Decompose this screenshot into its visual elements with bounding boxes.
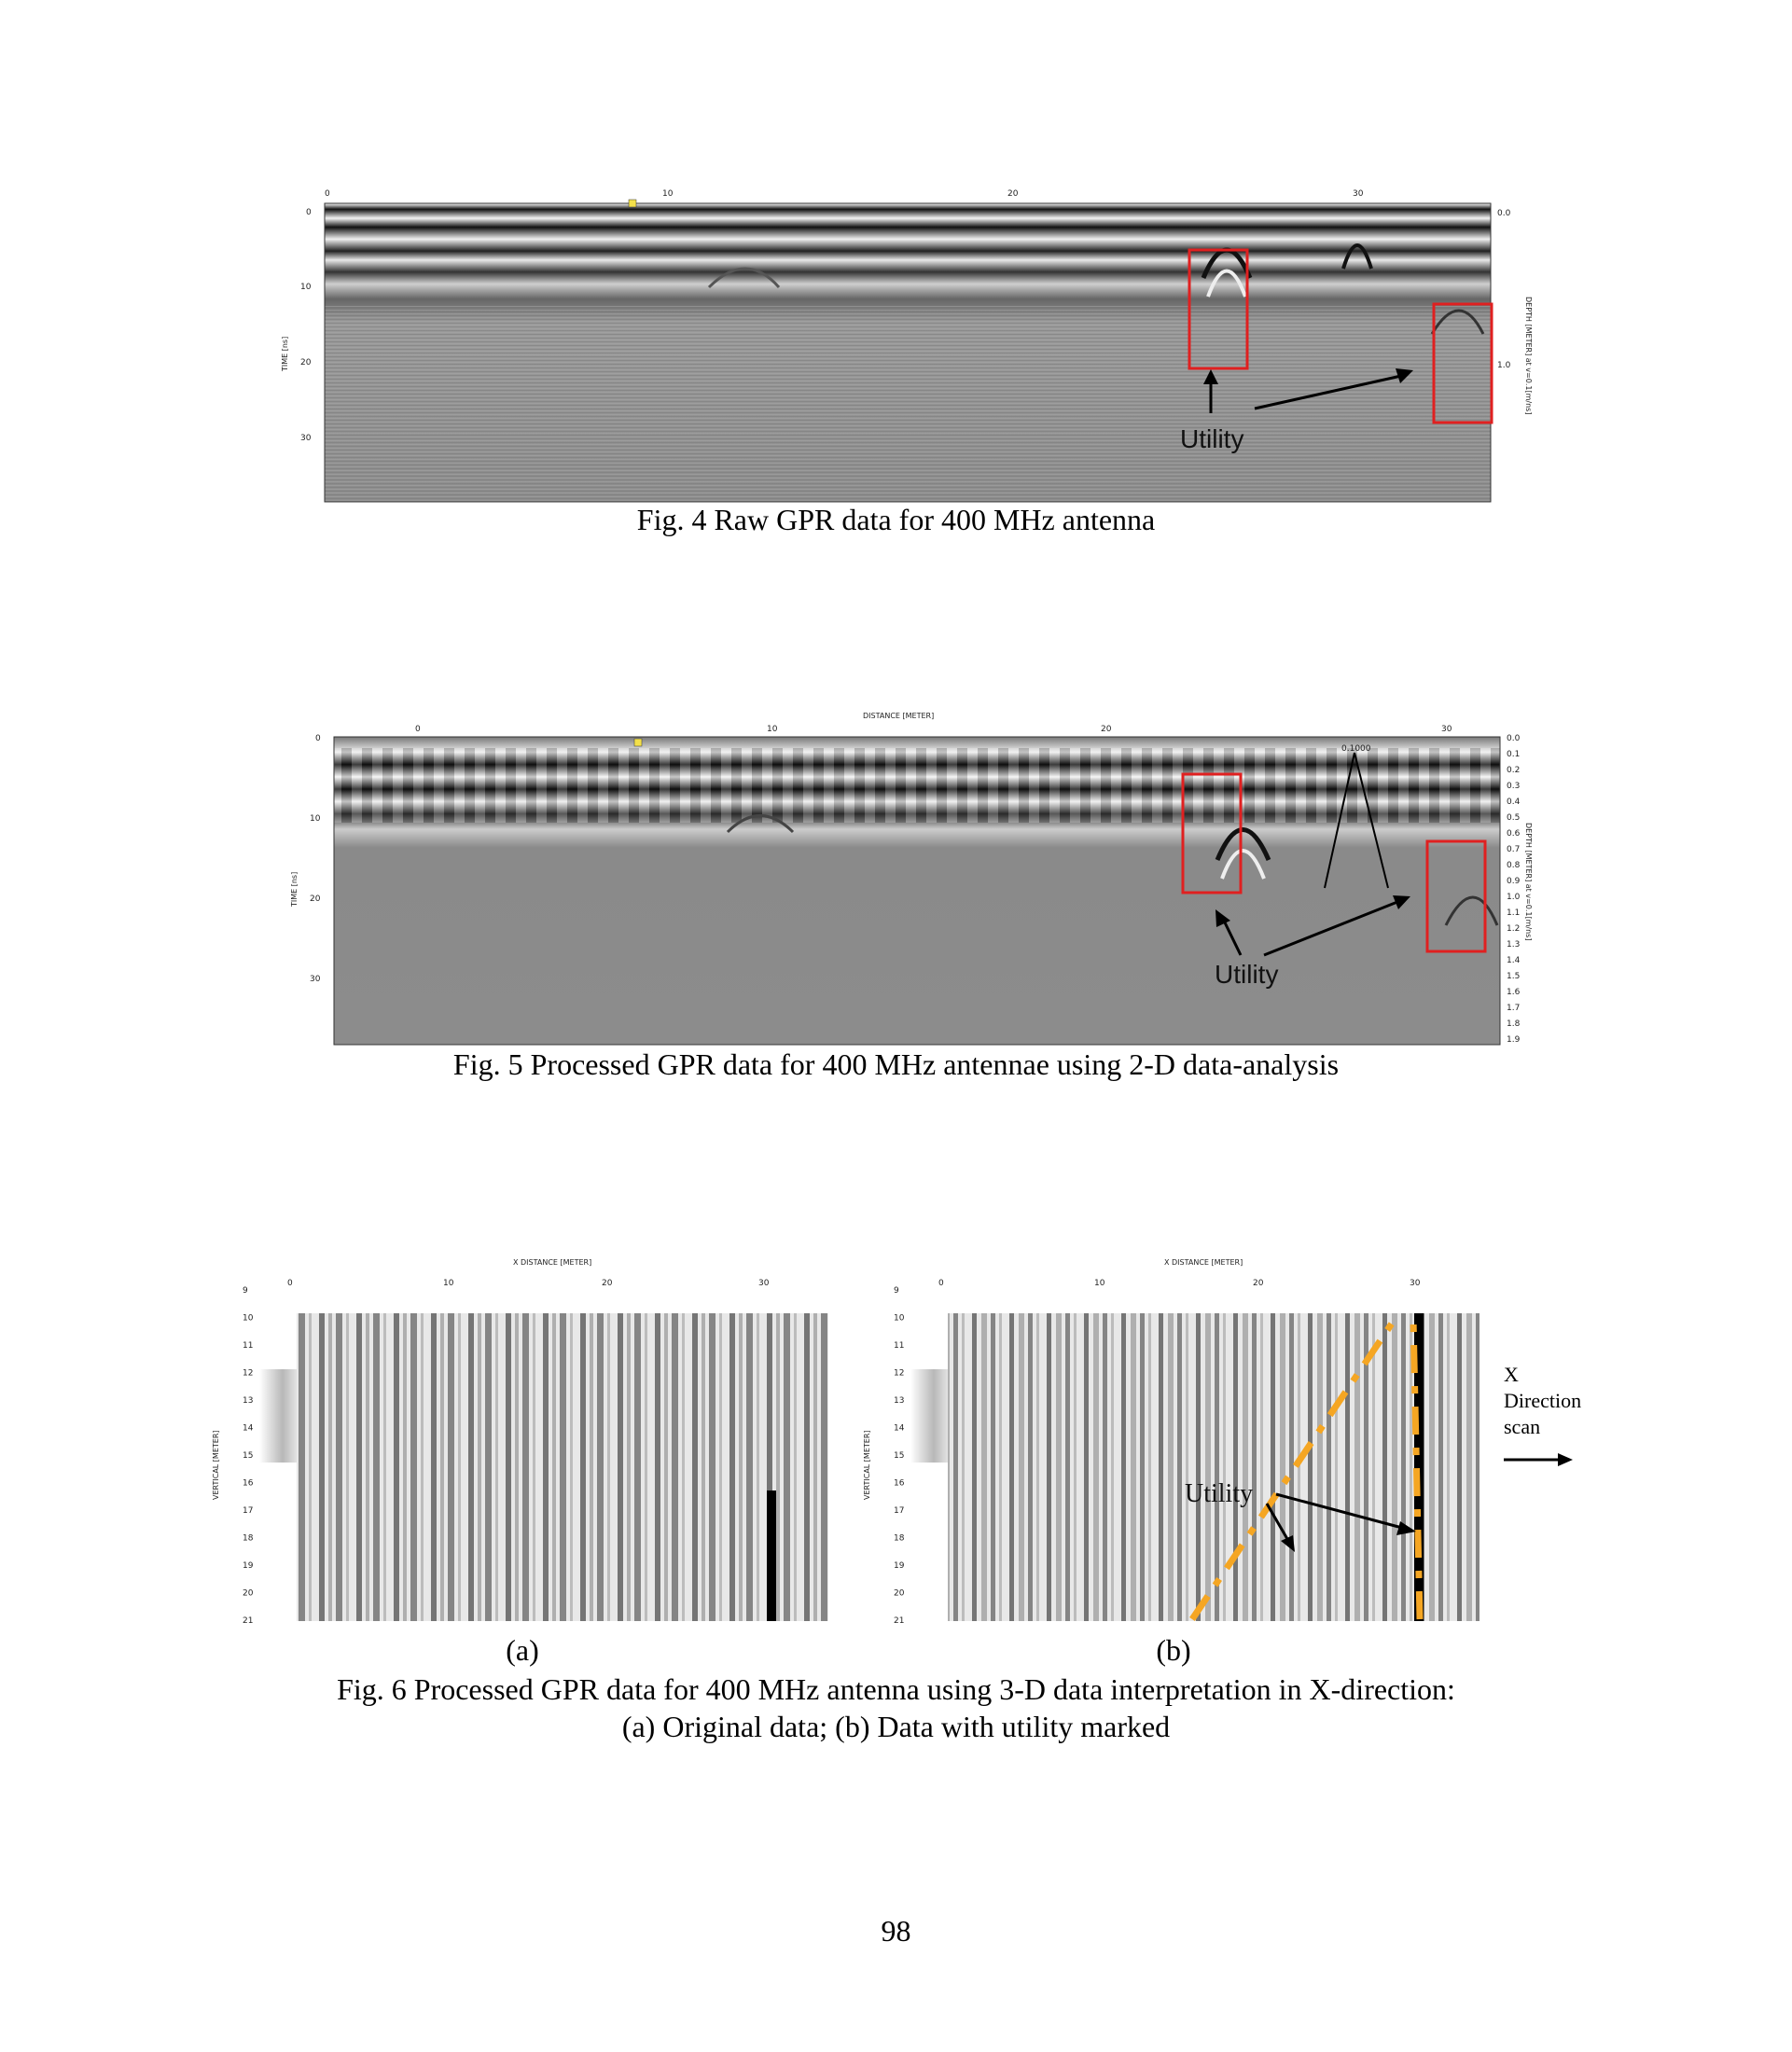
fig5-xtick-30: 30 — [1441, 725, 1452, 734]
fig5-stripes — [334, 748, 1500, 823]
figure-4-svg — [271, 185, 1539, 506]
fig5-right-tick: 0.6 — [1507, 829, 1521, 839]
fig6a-slice — [297, 1313, 828, 1621]
fig5-right-tick: 1.3 — [1507, 940, 1521, 950]
fig6a-ytick: 18 — [243, 1533, 254, 1544]
fig5-xtick-20: 20 — [1101, 725, 1112, 734]
fig6b-xtick-0: 0 — [938, 1279, 944, 1288]
figure-4 — [271, 185, 1539, 506]
figure-5 — [280, 711, 1539, 1047]
fig5-ytick-10: 10 — [310, 814, 321, 824]
fig6b-ytick: 17 — [894, 1506, 905, 1516]
x-direction-line-2: Direction — [1504, 1389, 1582, 1412]
x-direction-arrow — [1504, 1450, 1578, 1469]
x-direction-line-3: scan — [1504, 1415, 1541, 1438]
fig6b-slice — [948, 1313, 1479, 1621]
fig4-ytick-0: 0 — [306, 208, 312, 217]
fig6b-ytick: 16 — [894, 1478, 905, 1489]
fig5-utility-label: Utility — [1215, 960, 1279, 989]
fig4-marker — [629, 200, 636, 207]
fig4-right-label: DEPTH [METER] at v=0.1[m/ns] — [1524, 297, 1533, 415]
fig5-right-tick: 0.3 — [1507, 782, 1521, 791]
fig6b-ytick: 12 — [894, 1368, 905, 1379]
fig6a-xtick-30: 30 — [758, 1279, 770, 1288]
fig4-noise — [325, 306, 1491, 502]
fig6a-ytick: 17 — [243, 1506, 254, 1516]
fig6a-ytick: 12 — [243, 1368, 254, 1379]
fig4-right-tick-0: 0.0 — [1497, 209, 1511, 218]
fig6b-ytick: 18 — [894, 1533, 905, 1544]
fig5-xtick-10: 10 — [767, 725, 778, 734]
fig6a-xtick-20: 20 — [602, 1279, 613, 1288]
fig4-utility-label: Utility — [1180, 424, 1244, 453]
fig6b-utility-label: Utility — [1185, 1479, 1254, 1508]
fig5-right-tick: 1.8 — [1507, 1019, 1521, 1029]
fig6b-ytick: 14 — [894, 1423, 905, 1434]
figure-6-panel-a — [205, 1257, 840, 1640]
fig5-right-tick: 1.6 — [1507, 988, 1521, 997]
fig6a-ytick: 15 — [243, 1451, 254, 1461]
fig6b-ytick: 21 — [894, 1616, 905, 1626]
fig5-caption: Fig. 5 Processed GPR data for 400 MHz antennae using 2-D data-analysis — [452, 1047, 1340, 1081]
fig4-ytick-20: 20 — [300, 358, 312, 367]
fig6b-ytick: 15 — [894, 1451, 905, 1461]
fig5-right-tick: 1.0 — [1507, 893, 1521, 902]
fig5-marker — [634, 739, 642, 746]
fig4-xtick-30: 30 — [1353, 189, 1364, 199]
fig6a-ytick: 11 — [243, 1341, 254, 1351]
fig6a-label: (a) — [506, 1633, 539, 1667]
fig6a-ytick: 10 — [243, 1313, 254, 1324]
fig4-xtick-20: 20 — [1007, 189, 1019, 199]
fig4-ytick-10: 10 — [300, 283, 312, 292]
fig6b-xtick-20: 20 — [1253, 1279, 1264, 1288]
fig6a-ytick: 21 — [243, 1616, 254, 1626]
fig5-right-tick: 0.4 — [1507, 797, 1521, 807]
fig6a-y-ticks — [243, 1286, 254, 1626]
fig6a-ytick: 14 — [243, 1423, 254, 1434]
figure-6-panel-b — [856, 1257, 1491, 1640]
fig6a-xtick-0: 0 — [287, 1279, 293, 1288]
fig5-ytick-30: 30 — [310, 975, 321, 984]
fig5-top-label: DISTANCE [METER] — [863, 712, 935, 720]
fig6b-xtick-10: 10 — [1094, 1279, 1105, 1288]
fig5-right-tick: 1.5 — [1507, 972, 1521, 981]
fig6b-ylabel: VERTICAL [METER] — [863, 1430, 871, 1500]
x-direction-scan-label — [1504, 1362, 1581, 1440]
fig5-right-tick: 1.7 — [1507, 1004, 1521, 1013]
fig5-right-tick: 0.7 — [1507, 845, 1521, 854]
fig4-ylabel: TIME [ns] — [281, 336, 289, 371]
fig5-right-label: DEPTH [METER] at v=0.1[m/ns] — [1524, 823, 1533, 941]
figure-6b-svg — [856, 1257, 1491, 1640]
fig6b-top-label: X DISTANCE [METER] — [1164, 1258, 1243, 1267]
fig4-xtick-10: 10 — [662, 189, 674, 199]
fig5-right-tick: 1.1 — [1507, 908, 1521, 918]
fig4-caption: Fig. 4 Raw GPR data for 400 MHz antenna — [636, 503, 1156, 536]
page-number: 98 — [881, 1914, 911, 1948]
fig5-right-tick: 1.9 — [1507, 1035, 1521, 1045]
fig5-right-tick: 0.1 — [1507, 750, 1521, 759]
fig6b-label: (b) — [1156, 1633, 1191, 1667]
figure-5-svg — [280, 711, 1539, 1047]
fig5-hyperbola-label: 0.1000 — [1341, 744, 1371, 754]
fig6b-ytick: 20 — [894, 1588, 905, 1599]
fig6a-top-label: X DISTANCE [METER] — [513, 1258, 592, 1267]
fig6a-xtick-10: 10 — [443, 1279, 454, 1288]
fig5-right-tick: 0.5 — [1507, 813, 1521, 823]
fig5-right-tick: 1.4 — [1507, 956, 1521, 965]
fig5-right-ticks — [1507, 734, 1521, 1045]
fig6a-ytick: 20 — [243, 1588, 254, 1599]
fig6b-ytick: 10 — [894, 1313, 905, 1324]
fig6a-ytick: 13 — [243, 1396, 254, 1406]
fig5-ytick-0: 0 — [315, 734, 321, 743]
fig6b-ytick: 11 — [894, 1341, 905, 1351]
x-direction-line-1: X — [1504, 1363, 1519, 1386]
fig6a-ytick: 16 — [243, 1478, 254, 1489]
fig6b-y-ticks — [894, 1286, 905, 1626]
fig5-right-tick: 0.8 — [1507, 861, 1521, 870]
fig5-right-tick: 0.0 — [1507, 734, 1521, 743]
fig5-right-tick: 1.2 — [1507, 924, 1521, 934]
fig6b-ytick: 19 — [894, 1561, 905, 1571]
fig4-xtick-0: 0 — [325, 189, 330, 199]
fig5-right-tick: 0.2 — [1507, 766, 1521, 775]
fig6-caption-line-2: (a) Original data; (b) Data with utility marked — [621, 1710, 1171, 1743]
fig4-ytick-30: 30 — [300, 434, 312, 443]
fig5-xtick-0: 0 — [415, 725, 421, 734]
fig5-ytick-20: 20 — [310, 894, 321, 904]
fig6b-xtick-30: 30 — [1410, 1279, 1421, 1288]
fig6-caption-line-1: Fig. 6 Processed GPR data for 400 MHz antenna using 3-D data interpretation in X-direction: — [337, 1672, 1455, 1706]
fig6b-ytick: 9 — [894, 1286, 899, 1296]
fig6b-ytick: 13 — [894, 1396, 905, 1406]
fig5-right-tick: 0.9 — [1507, 877, 1521, 886]
fig6a-ytick: 9 — [243, 1286, 248, 1296]
fig5-ylabel: TIME [ns] — [290, 871, 299, 907]
fig4-right-tick-1: 1.0 — [1497, 361, 1511, 370]
fig6a-dark-feature — [767, 1490, 776, 1621]
figure-6a-svg — [205, 1257, 840, 1640]
fig6a-ytick: 19 — [243, 1561, 254, 1571]
fig6a-ylabel: VERTICAL [METER] — [212, 1430, 220, 1500]
